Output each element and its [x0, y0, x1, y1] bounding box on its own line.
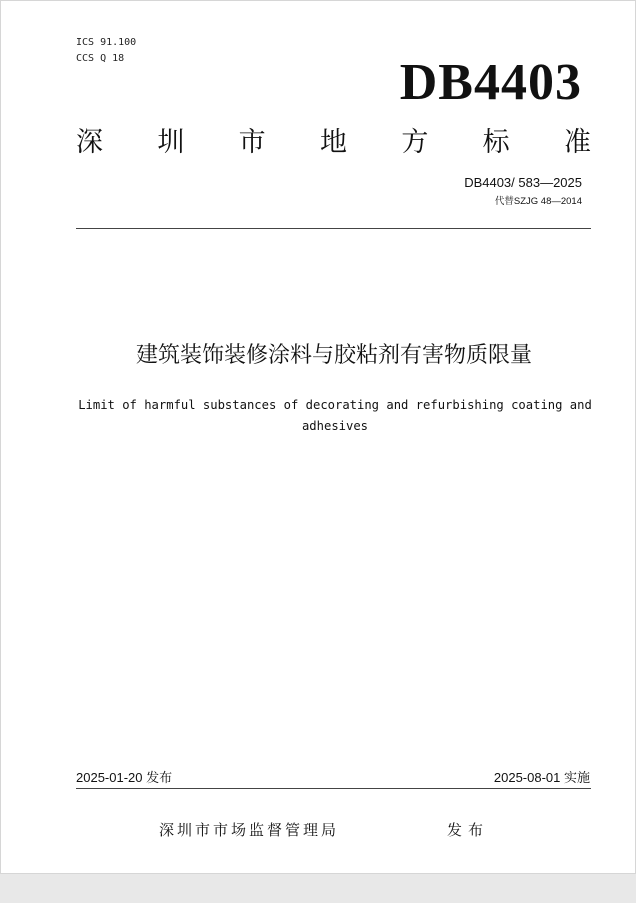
issuing-authority: 深圳市市场监督管理局 — [159, 821, 340, 839]
classification-codes — [76, 35, 136, 67]
document-title-en-line: adhesives — [301, 419, 369, 433]
standard-type-char: 方 — [401, 127, 429, 158]
ccs-code: CCS Q 18 — [76, 53, 125, 64]
footer-divider — [76, 788, 591, 789]
standard-code-logo: DB4403 — [399, 54, 582, 111]
document-title-en-line: Limit of harmful substances of decorating and refurbishing coating and — [78, 398, 592, 412]
ics-code: ICS 91.100 — [76, 37, 137, 48]
replaces-standard: 代替SZJG 48—2014 — [494, 196, 582, 207]
document-title-en — [69, 395, 601, 437]
standard-type-char: 深 — [76, 127, 103, 158]
standard-type-heading — [76, 125, 591, 161]
standard-type-char: 市 — [238, 127, 266, 158]
standard-type-char: 圳 — [157, 127, 185, 158]
issue-date: 2025-01-20 发布 — [76, 770, 173, 785]
standard-type-char: 地 — [319, 127, 347, 158]
implementation-date: 2025-08-01 实施 — [493, 770, 590, 785]
publish-label: 发布 — [447, 821, 490, 839]
standard-type-char: 标 — [482, 127, 510, 158]
standard-type-char: 准 — [563, 127, 591, 158]
standard-number: DB4403/ 583—2025 — [464, 175, 582, 190]
header-divider — [76, 228, 591, 229]
document-title-zh: 建筑装饰装修涂料与胶粘剂有害物质限量 — [135, 343, 532, 368]
